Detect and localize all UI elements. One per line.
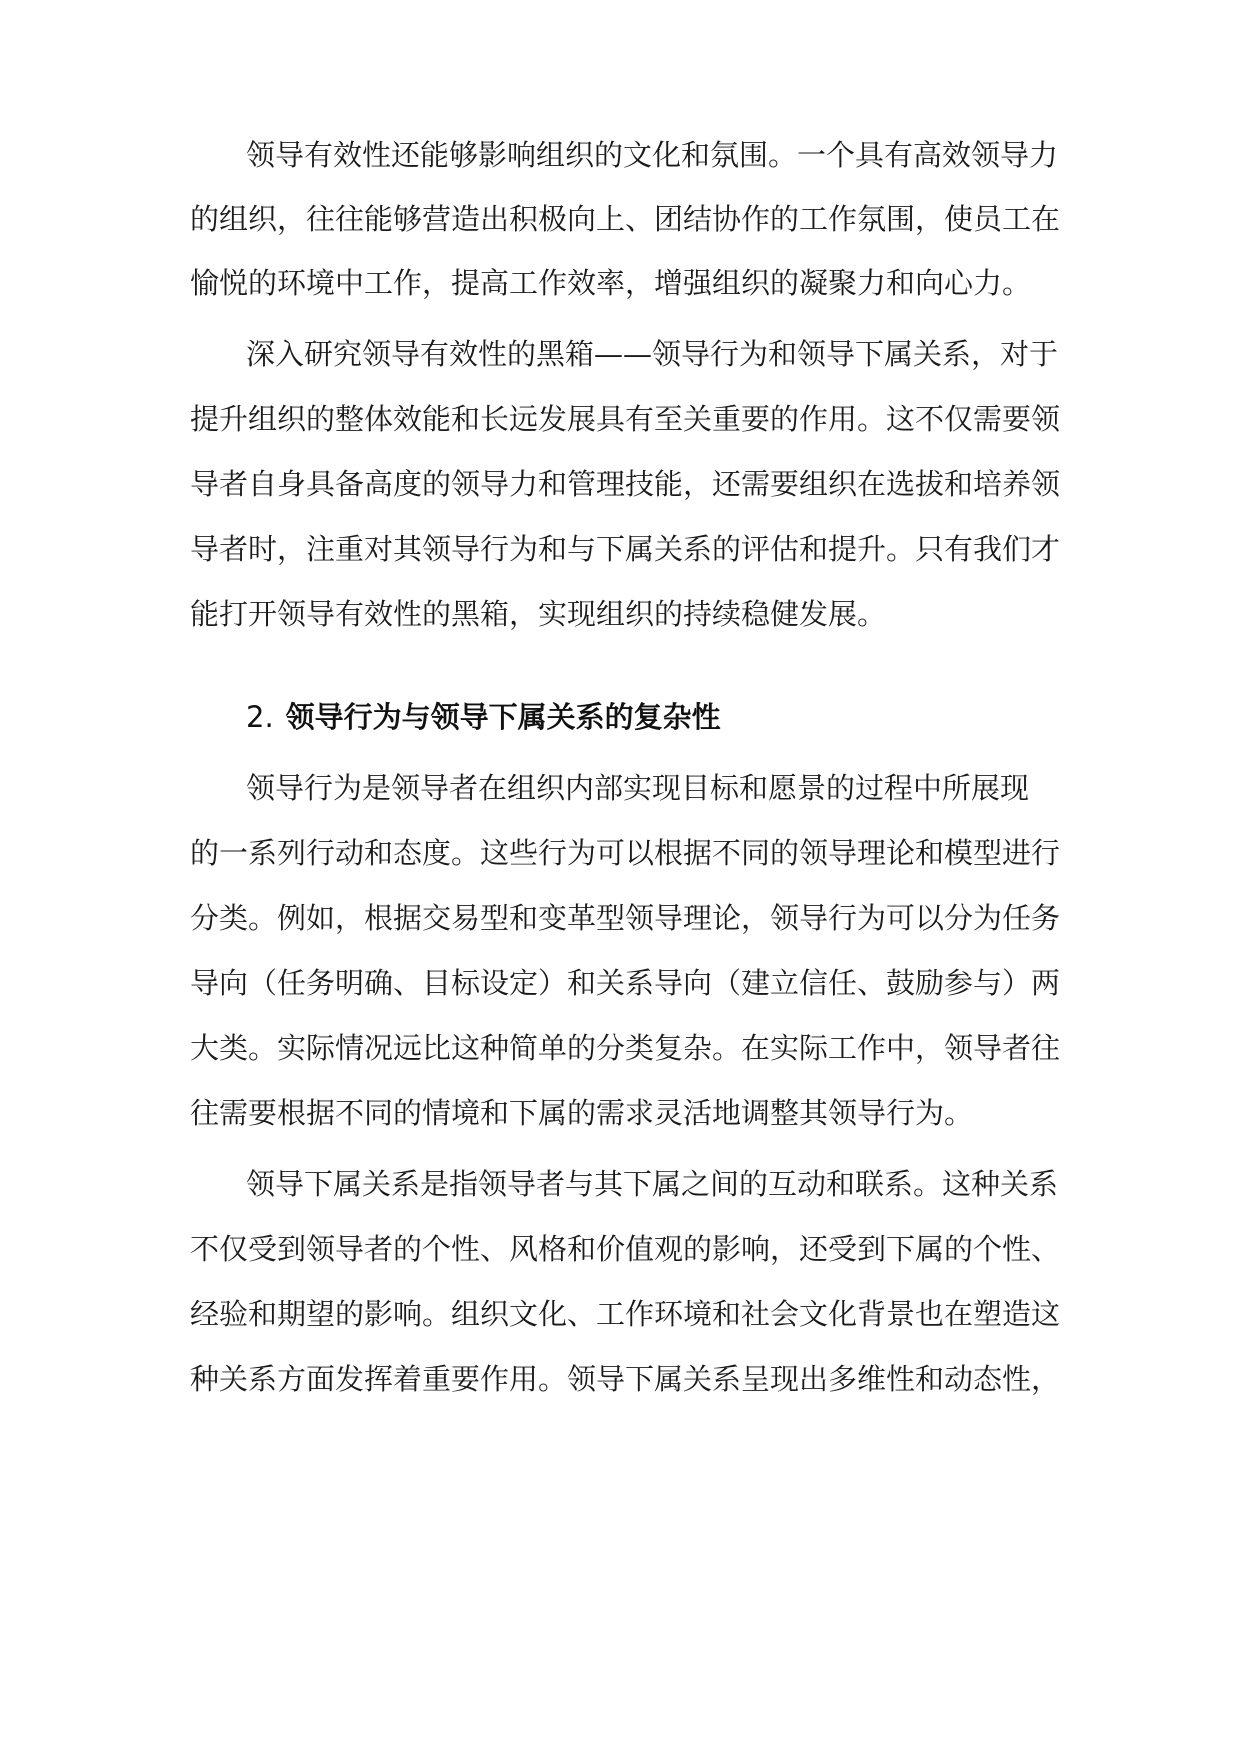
paragraph-4-line-1: 领导下属关系是指领导者与其下属之间的互动和联系。这种关系 (246, 1167, 1059, 1201)
paragraph-1-line-3: 愉悦的环境中工作，提高工作效率，增强组织的凝聚力和向心力。 (190, 266, 1032, 300)
paragraph-3-line-4: 导向（任务明确、目标设定）和关系导向（建立信任、鼓励参与）两 (190, 966, 1061, 1000)
paragraph-4-line-4: 种关系方面发挥着重要作用。领导下属关系呈现出多维性和动态性， (190, 1362, 1061, 1396)
paragraph-1-line-2: 的组织，往往能够营造出积极向上、团结协作的工作氛围，使员工在 (190, 202, 1061, 236)
paragraph-3-line-5: 大类。实际情况远比这种简单的分类复杂。在实际工作中，领导者往 (190, 1031, 1061, 1065)
paragraph-3-line-2: 的一系列行动和态度。这些行为可以根据不同的领导理论和模型进行 (190, 836, 1061, 870)
paragraph-1-line-1: 领导有效性还能够影响组织的文化和氛围。一个具有高效领导力 (246, 138, 1059, 172)
paragraph-2-line-1: 深入研究领导有效性的黑箱——领导行为和领导下属关系，对于 (246, 337, 1059, 371)
paragraph-2-line-4: 导者时，注重对其领导行为和与下属关系的评估和提升。只有我们才 (190, 532, 1061, 566)
paragraph-2-line-3: 导者自身具备高度的领导力和管理技能，还需要组织在选拔和培养领 (190, 467, 1061, 501)
paragraph-3-line-1: 领导行为是领导者在组织内部实现目标和愿景的过程中所展现 (246, 771, 1030, 805)
paragraph-4-line-2: 不仅受到领导者的个性、风格和价值观的影响，还受到下属的个性、 (190, 1232, 1061, 1266)
section-title: 领导行为与领导下属关系的复杂性 (285, 700, 721, 734)
paragraph-4-line-3: 经验和期望的影响。组织文化、工作环境和社会文化背景也在塑造这 (190, 1297, 1061, 1331)
paragraph-2-line-2: 提升组织的整体效能和长远发展具有至关重要的作用。这不仅需要领 (190, 402, 1061, 436)
section-heading (246, 695, 721, 739)
paragraph-3-line-3: 分类。例如，根据交易型和变革型领导理论，领导行为可以分为任务 (190, 901, 1061, 935)
paragraph-3-line-6: 往需要根据不同的情境和下属的需求灵活地调整其领导行为。 (190, 1096, 974, 1130)
section-number: 2. (246, 700, 274, 734)
paragraph-2-line-5: 能打开领导有效性的黑箱，实现组织的持续稳健发展。 (190, 597, 887, 631)
